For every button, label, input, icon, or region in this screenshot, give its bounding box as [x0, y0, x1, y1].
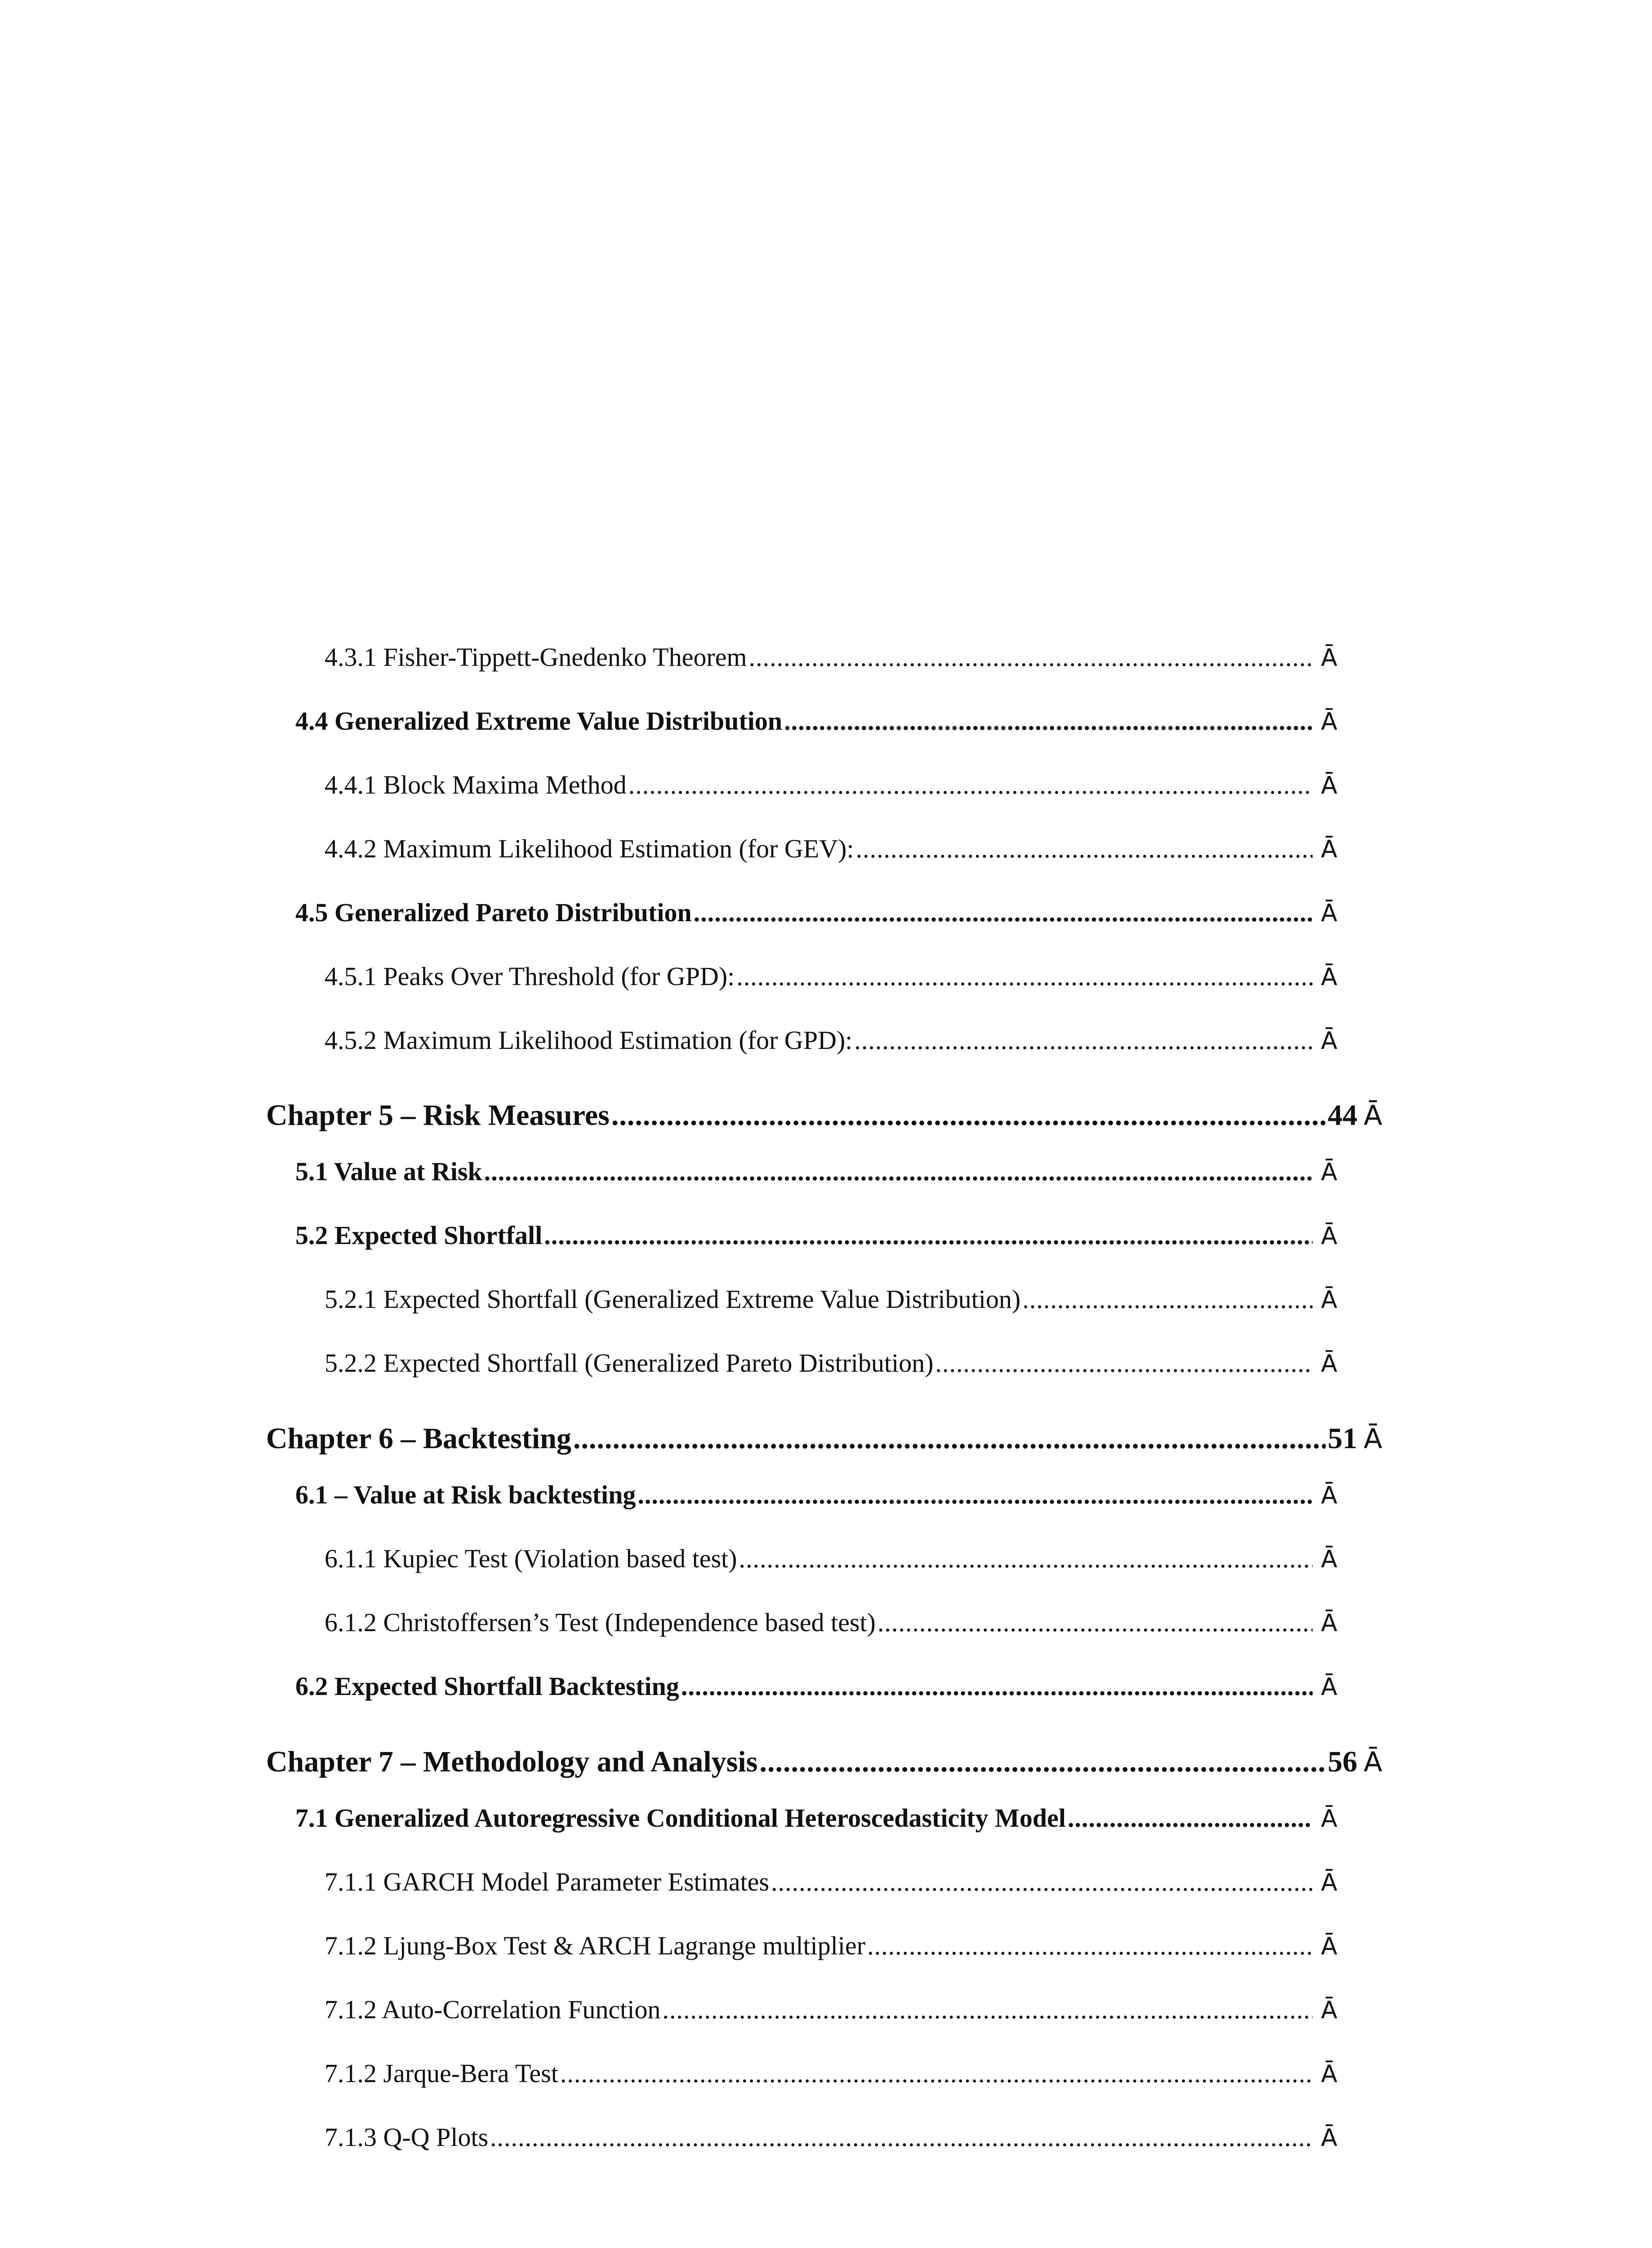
toc-entry-title: Chapter 7 – Methodology and Analysis: [266, 1745, 758, 1778]
toc-entry-title: 5.2.1 Expected Shortfall (Generalized Extreme Value Distribution): [325, 1285, 1021, 1314]
dot-leader: [628, 770, 1313, 800]
toc-entry-marker: Ā: [1363, 1423, 1382, 1455]
toc-entry-subsection[interactable]: [325, 642, 1337, 672]
toc-entry-title: 7.1.3 Q-Q Plots: [325, 2123, 489, 2152]
toc-entry-subsection[interactable]: [325, 961, 1337, 991]
toc-entry-marker: Ā: [1321, 1673, 1337, 1701]
toc-entry-subsection[interactable]: [325, 2122, 1337, 2152]
toc-entry-marker: Ā: [1321, 1026, 1337, 1055]
toc-entry-title: 5.2.2 Expected Shortfall (Generalized Pareto Distribution): [325, 1348, 934, 1378]
toc-entry-title: 6.1.1 Kupiec Test (Violation based test): [325, 1544, 737, 1573]
toc-entry-title: Chapter 5 – Risk Measures: [266, 1099, 610, 1132]
toc-entry-marker: Ā: [1321, 2123, 1337, 2152]
toc-entry-marker: Ā: [1321, 2060, 1337, 2088]
toc-entry-marker: Ā: [1321, 1349, 1337, 1378]
dot-leader: [611, 1098, 1326, 1133]
toc-entry-marker: Ā: [1321, 1285, 1337, 1314]
toc-entry-title: 7.1.2 Ljung-Box Test & ARCH Lagrange multiplier: [325, 1931, 866, 1960]
toc-entry-marker: Ā: [1321, 1222, 1337, 1250]
dot-leader: [736, 961, 1313, 991]
toc-entry-chapter[interactable]: [266, 1098, 1382, 1133]
toc-entry-title: 6.2 Expected Shortfall Backtesting: [295, 1672, 679, 1701]
toc-entry-marker: Ā: [1321, 1545, 1337, 1573]
toc-entry-marker: Ā: [1321, 835, 1337, 863]
toc-entry-section[interactable]: [295, 1480, 1337, 1510]
toc-entry-title: 7.1.2 Auto-Correlation Function: [325, 1995, 661, 2024]
toc-entry-marker: Ā: [1321, 1868, 1337, 1896]
toc-entry-section[interactable]: [295, 897, 1337, 928]
dot-leader: [771, 1867, 1313, 1897]
toc-entry-page-number: 56: [1327, 1745, 1358, 1778]
toc-entry-marker: Ā: [1321, 1932, 1337, 1960]
toc-entry-marker: Ā: [1321, 1996, 1337, 2024]
toc-entry-subsection[interactable]: [325, 834, 1337, 864]
toc-entry-title: 7.1.2 Jarque-Bera Test: [325, 2059, 558, 2088]
dot-leader: [877, 1607, 1313, 1637]
toc-entry-section[interactable]: [295, 1156, 1337, 1186]
toc-entry-title: Chapter 6 – Backtesting: [266, 1422, 571, 1455]
toc-entry-title: 6.1.2 Christoffersen’s Test (Independence based test): [325, 1608, 876, 1637]
dot-leader: [694, 897, 1313, 928]
dot-leader: [1068, 1803, 1313, 1833]
toc-entry-page-number: 44: [1327, 1099, 1358, 1132]
toc-entry-title: 6.1 – Value at Risk backtesting: [295, 1480, 636, 1509]
toc-entry-title: 4.5.2 Maximum Likelihood Estimation (for GPD):: [325, 1026, 853, 1055]
dot-leader: [663, 1994, 1313, 2025]
toc-entry-chapter[interactable]: [266, 1422, 1382, 1456]
toc-entry-subsection[interactable]: [325, 2058, 1337, 2088]
dot-leader: [854, 1025, 1313, 1055]
toc-entry-subsection[interactable]: [325, 1867, 1337, 1897]
dot-leader: [681, 1671, 1313, 1701]
toc-entry-marker: Ā: [1321, 643, 1337, 672]
dot-leader: [573, 1422, 1326, 1456]
toc-entry-marker: Ā: [1363, 1747, 1382, 1778]
toc-entry-page-number: 51: [1327, 1422, 1358, 1455]
toc-entry-subsection[interactable]: [325, 1348, 1337, 1378]
toc-entry-title: 4.5.1 Peaks Over Threshold (for GPD):: [325, 962, 735, 991]
toc-entry-subsection[interactable]: [325, 1543, 1337, 1574]
dot-leader: [784, 706, 1313, 736]
toc-entry-subsection[interactable]: [325, 1931, 1337, 1961]
toc-entry-subsection[interactable]: [325, 1025, 1337, 1055]
dot-leader: [544, 1220, 1313, 1250]
toc-entry-title: 4.3.1 Fisher-Tippett-Gnedenko Theorem: [325, 642, 747, 672]
toc-entry-marker: Ā: [1321, 899, 1337, 927]
dot-leader: [637, 1480, 1313, 1510]
toc-entry-chapter[interactable]: [266, 1745, 1382, 1779]
dot-leader: [867, 1931, 1313, 1961]
toc-entry-marker: Ā: [1363, 1100, 1382, 1132]
toc-entry-title: 5.2 Expected Shortfall: [295, 1221, 543, 1250]
toc-entry-subsection[interactable]: [325, 770, 1337, 800]
dot-leader: [935, 1348, 1313, 1378]
toc-entry-marker: Ā: [1321, 1804, 1337, 1833]
dot-leader: [484, 1156, 1313, 1186]
dot-leader: [560, 2058, 1313, 2088]
toc-entry-title: 7.1.1 GARCH Model Parameter Estimates: [325, 1867, 770, 1896]
toc-entry-title: 4.4.2 Maximum Likelihood Estimation (for GEV):: [325, 834, 854, 863]
toc-entry-section[interactable]: [295, 706, 1337, 736]
toc-entry-marker: Ā: [1321, 707, 1337, 736]
dot-leader: [749, 642, 1313, 672]
dot-leader: [739, 1543, 1313, 1574]
toc-entry-marker: Ā: [1321, 1158, 1337, 1186]
toc-entry-subsection[interactable]: [325, 1994, 1337, 2025]
toc-entry-marker: Ā: [1321, 1609, 1337, 1637]
toc-entry-title: 7.1 Generalized Autoregressive Conditional Heteroscedasticity Model: [295, 1803, 1066, 1833]
toc-entry-title: 4.5 Generalized Pareto Distribution: [295, 898, 692, 927]
dot-leader: [856, 834, 1313, 864]
toc-entry-title: 4.4 Generalized Extreme Value Distribution: [295, 706, 783, 736]
toc-entry-subsection[interactable]: [325, 1607, 1337, 1637]
toc-entry-subsection[interactable]: [325, 1284, 1337, 1314]
toc-entry-title: 5.1 Value at Risk: [295, 1157, 482, 1186]
dot-leader: [759, 1745, 1326, 1779]
toc-entry-section[interactable]: [295, 1671, 1337, 1701]
toc-entry-marker: Ā: [1321, 963, 1337, 991]
toc-entry-marker: Ā: [1321, 1481, 1337, 1509]
toc-entry-marker: Ā: [1321, 771, 1337, 799]
toc-entry-title: 4.4.1 Block Maxima Method: [325, 770, 627, 799]
dot-leader: [490, 2122, 1313, 2152]
toc-entry-section[interactable]: [295, 1803, 1337, 1833]
toc-entry-section[interactable]: [295, 1220, 1337, 1250]
dot-leader: [1022, 1284, 1313, 1314]
